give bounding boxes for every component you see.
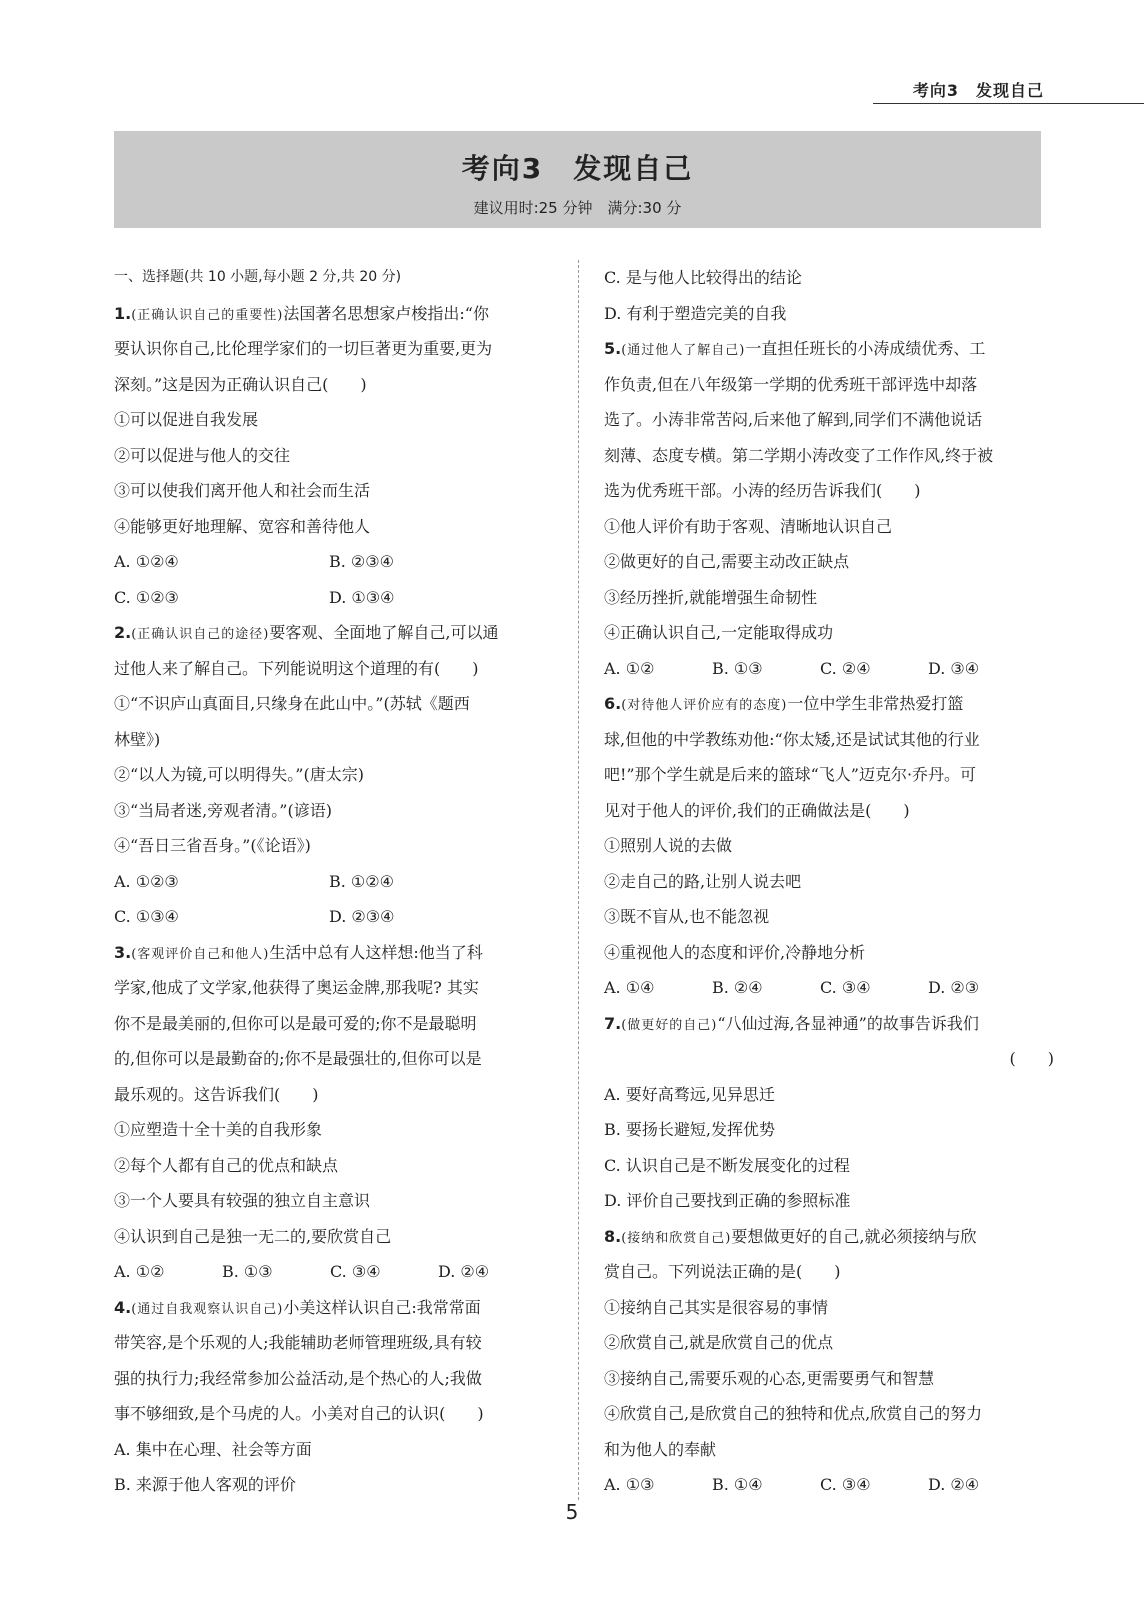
question-text: 选为优秀班干部。小涛的经历告诉我们( ) bbox=[604, 481, 921, 500]
option: A. ①③ bbox=[604, 1475, 655, 1494]
option: D. ①③④ bbox=[329, 587, 395, 607]
question-text: 要认识你自己,比伦理学家们的一切巨著更为重要,更为 bbox=[114, 339, 493, 358]
option: A. ①②④ bbox=[114, 552, 179, 571]
statement-item: ②可以促进与他人的交往 bbox=[114, 445, 291, 465]
question-topic: (通过他人了解自己) bbox=[621, 343, 746, 358]
option: B. ①④ bbox=[712, 1475, 763, 1494]
question-3 bbox=[114, 935, 574, 971]
question-text: 生活中总有人这样想:他当了科 bbox=[269, 942, 483, 962]
option: B. ①③ bbox=[222, 1262, 273, 1281]
right-column bbox=[604, 260, 1064, 1503]
running-title: 考向3 发现自己 bbox=[912, 81, 1044, 100]
option: A. ①④ bbox=[604, 978, 655, 997]
question-text: 吧!”那个学生就是后来的篮球“飞人”迈克尔·乔丹。可 bbox=[604, 765, 977, 784]
option: B. ①③ bbox=[712, 658, 763, 678]
column-divider bbox=[578, 260, 579, 1500]
statement-item: ③可以使我们离开他人和社会而生活 bbox=[114, 481, 371, 500]
option: D. 有利于塑造完美的自我 bbox=[604, 303, 787, 323]
statement-item: ④“吾日三省吾身。”(《论语》) bbox=[114, 836, 311, 855]
option: A. ①② bbox=[604, 658, 655, 678]
options-row bbox=[114, 864, 574, 900]
statement-item: ④能够更好地理解、宽容和善待他人 bbox=[114, 516, 371, 536]
statement-item: 和为他人的奉献 bbox=[604, 1439, 717, 1459]
options-row bbox=[114, 580, 574, 616]
option: D. ②④ bbox=[928, 1475, 980, 1494]
question-number: 7. bbox=[604, 1013, 622, 1033]
option: C. ③④ bbox=[330, 1262, 381, 1281]
question-text: “八仙过海,各显神通”的故事告诉我们 bbox=[717, 1013, 979, 1033]
question-1 bbox=[114, 296, 574, 332]
option: C. 是与他人比较得出的结论 bbox=[604, 268, 802, 287]
question-text: 强的执行力;我经常参加公益活动,是个热心的人;我做 bbox=[114, 1368, 482, 1388]
statement-item: ④重视他人的态度和评价,冷静地分析 bbox=[604, 942, 866, 962]
statement-item: ①“不识庐山真面目,只缘身在此山中。”(苏轼《题西 bbox=[114, 694, 470, 713]
option: C. ②④ bbox=[820, 658, 871, 678]
question-text: 深刻。”这是因为正确认识自己( ) bbox=[114, 374, 367, 394]
options-row bbox=[114, 1254, 574, 1290]
option: C. ①③④ bbox=[114, 907, 179, 926]
options-row bbox=[604, 1467, 1064, 1503]
question-text: 一位中学生非常热爱打篮 bbox=[787, 694, 964, 713]
option: D. ②④ bbox=[438, 1262, 490, 1281]
header-rule bbox=[873, 103, 1144, 104]
statement-item: ②每个人都有自己的优点和缺点 bbox=[114, 1155, 339, 1175]
question-number: 1. bbox=[114, 303, 132, 323]
option: B. ②③④ bbox=[329, 552, 394, 571]
options-row bbox=[604, 651, 1064, 687]
statement-item: ①接纳自己其实是很容易的事情 bbox=[604, 1297, 829, 1317]
options-row bbox=[114, 544, 574, 580]
option: A. ①② bbox=[114, 1262, 165, 1281]
option: A. 要好高骛远,见异思迁 bbox=[604, 1084, 775, 1104]
statement-item: ④欣赏自己,是欣赏自己的独特和优点,欣赏自己的努力 bbox=[604, 1404, 983, 1423]
question-topic: (做更好的自己) bbox=[621, 1017, 718, 1033]
statement-item: ④认识到自己是独一无二的,要欣赏自己 bbox=[114, 1226, 392, 1246]
question-2 bbox=[114, 615, 574, 651]
options-row bbox=[114, 899, 574, 935]
option: B. 来源于他人客观的评价 bbox=[114, 1475, 296, 1494]
page-number: 5 bbox=[565, 1500, 579, 1524]
question-6 bbox=[604, 686, 1064, 722]
statement-item: 林壁》) bbox=[114, 729, 161, 749]
option: A. ①②③ bbox=[114, 871, 179, 891]
question-topic: (正确认识自己的重要性) bbox=[131, 307, 284, 323]
question-text: 一直担任班长的小涛成绩优秀、工 bbox=[745, 339, 986, 358]
question-topic: (接纳和欣赏自己) bbox=[621, 1230, 732, 1246]
option: B. ①②④ bbox=[329, 871, 394, 891]
option: C. ③④ bbox=[820, 1475, 871, 1494]
question-text: 要想做更好的自己,就必须接纳与欣 bbox=[731, 1226, 977, 1246]
page-subtitle: 建议用时:25 分钟 满分:30 分 bbox=[473, 199, 682, 217]
statement-item: ②做更好的自己,需要主动改正缺点 bbox=[604, 552, 850, 571]
statement-item: ①可以促进自我发展 bbox=[114, 410, 259, 429]
question-topic: (对待他人评价应有的态度) bbox=[621, 698, 788, 713]
statement-item: ②“以人为镜,可以明得失。”(唐太宗) bbox=[114, 765, 364, 784]
question-text: 小美这样认识自己:我常常面 bbox=[283, 1297, 481, 1317]
statement-item: ②欣赏自己,就是欣赏自己的优点 bbox=[604, 1333, 834, 1352]
question-text: 见对于他人的评价,我们的正确做法是( ) bbox=[604, 800, 910, 820]
left-column bbox=[114, 260, 574, 1503]
statement-item: ①应塑造十全十美的自我形象 bbox=[114, 1120, 323, 1139]
question-text: 最乐观的。这告诉我们( ) bbox=[114, 1084, 319, 1104]
question-number: 4. bbox=[114, 1297, 132, 1317]
option: C. 认识自己是不断发展变化的过程 bbox=[604, 1155, 850, 1175]
statement-item: ③“当局者迷,旁观者清。”(谚语) bbox=[114, 800, 332, 820]
question-text: 球,但他的中学教练劝他:“你太矮,还是试试其他的行业 bbox=[604, 729, 980, 749]
question-text: 的,但你可以是最勤奋的;你不是最强壮的,但你可以是 bbox=[114, 1049, 482, 1068]
question-text: 刻薄、态度专横。第二学期小涛改变了工作作风,终于被 bbox=[604, 445, 994, 465]
question-number: 6. bbox=[604, 694, 622, 713]
question-8 bbox=[604, 1219, 1064, 1255]
statement-item: ④正确认识自己,一定能取得成功 bbox=[604, 623, 834, 642]
option: D. ②③④ bbox=[329, 907, 395, 926]
question-5 bbox=[604, 331, 1064, 367]
question-4 bbox=[114, 1290, 574, 1326]
question-text: 事不够细致,是个马虎的人。小美对自己的认识( ) bbox=[114, 1404, 484, 1423]
question-text: 带笑容,是个乐观的人;我能辅助老师管理班级,具有较 bbox=[114, 1333, 482, 1352]
option: B. 要扬长避短,发挥优势 bbox=[604, 1120, 776, 1139]
question-text: 赏自己。下列说法正确的是( ) bbox=[604, 1262, 841, 1281]
option: C. ①②③ bbox=[114, 587, 179, 607]
option: D. 评价自己要找到正确的参照标准 bbox=[604, 1191, 851, 1210]
question-number: 3. bbox=[114, 942, 132, 962]
question-topic: (通过自我观察认识自己) bbox=[131, 1301, 284, 1317]
question-7 bbox=[604, 1006, 1064, 1042]
question-text: 选了。小涛非常苦闷,后来他了解到,同学们不满他说话 bbox=[604, 410, 983, 429]
page-title: 考向3 发现自己 bbox=[461, 152, 694, 185]
question-text: 过他人来了解自己。下列能说明这个道理的有( ) bbox=[114, 658, 479, 678]
question-text: 要客观、全面地了解自己,可以通 bbox=[269, 623, 499, 642]
statement-item: ①他人评价有助于客观、清晰地认识自己 bbox=[604, 516, 893, 536]
statement-item: ③既不盲从,也不能忽视 bbox=[604, 907, 770, 926]
statement-item: ③一个人要具有较强的独立自主意识 bbox=[114, 1191, 371, 1210]
title-banner bbox=[114, 131, 1041, 228]
option: C. ③④ bbox=[820, 978, 871, 997]
question-text: 法国著名思想家卢梭指出:“你 bbox=[283, 303, 489, 323]
statement-item: ②走自己的路,让别人说去吧 bbox=[604, 871, 802, 891]
option: D. ②③ bbox=[928, 978, 980, 997]
question-topic: (正确认识自己的途径) bbox=[131, 627, 270, 642]
question-number: 5. bbox=[604, 339, 622, 358]
option: B. ②④ bbox=[712, 978, 763, 997]
answer-blank: ( ) bbox=[1009, 1049, 1054, 1068]
question-text: 你不是最美丽的,但你可以是最可爱的;你不是最聪明 bbox=[114, 1013, 477, 1033]
question-topic: (客观评价自己和他人) bbox=[131, 946, 270, 962]
question-text: 学家,他成了文学家,他获得了奥运金牌,那我呢? 其实 bbox=[114, 978, 479, 997]
option: A. 集中在心理、社会等方面 bbox=[114, 1439, 312, 1459]
question-number: 2. bbox=[114, 623, 132, 642]
question-number: 8. bbox=[604, 1226, 622, 1246]
statement-item: ③经历挫折,就能增强生命韧性 bbox=[604, 587, 818, 607]
options-row bbox=[604, 970, 1064, 1006]
section-heading: 一、选择题(共 10 小题,每小题 2 分,共 20 分) bbox=[114, 269, 402, 285]
statement-item: ③接纳自己,需要乐观的心态,更需要勇气和智慧 bbox=[604, 1368, 935, 1388]
option: D. ③④ bbox=[928, 658, 980, 678]
question-text: 作负责,但在八年级第一学期的优秀班干部评选中却落 bbox=[604, 374, 978, 394]
statement-item: ①照别人说的去做 bbox=[604, 836, 733, 855]
